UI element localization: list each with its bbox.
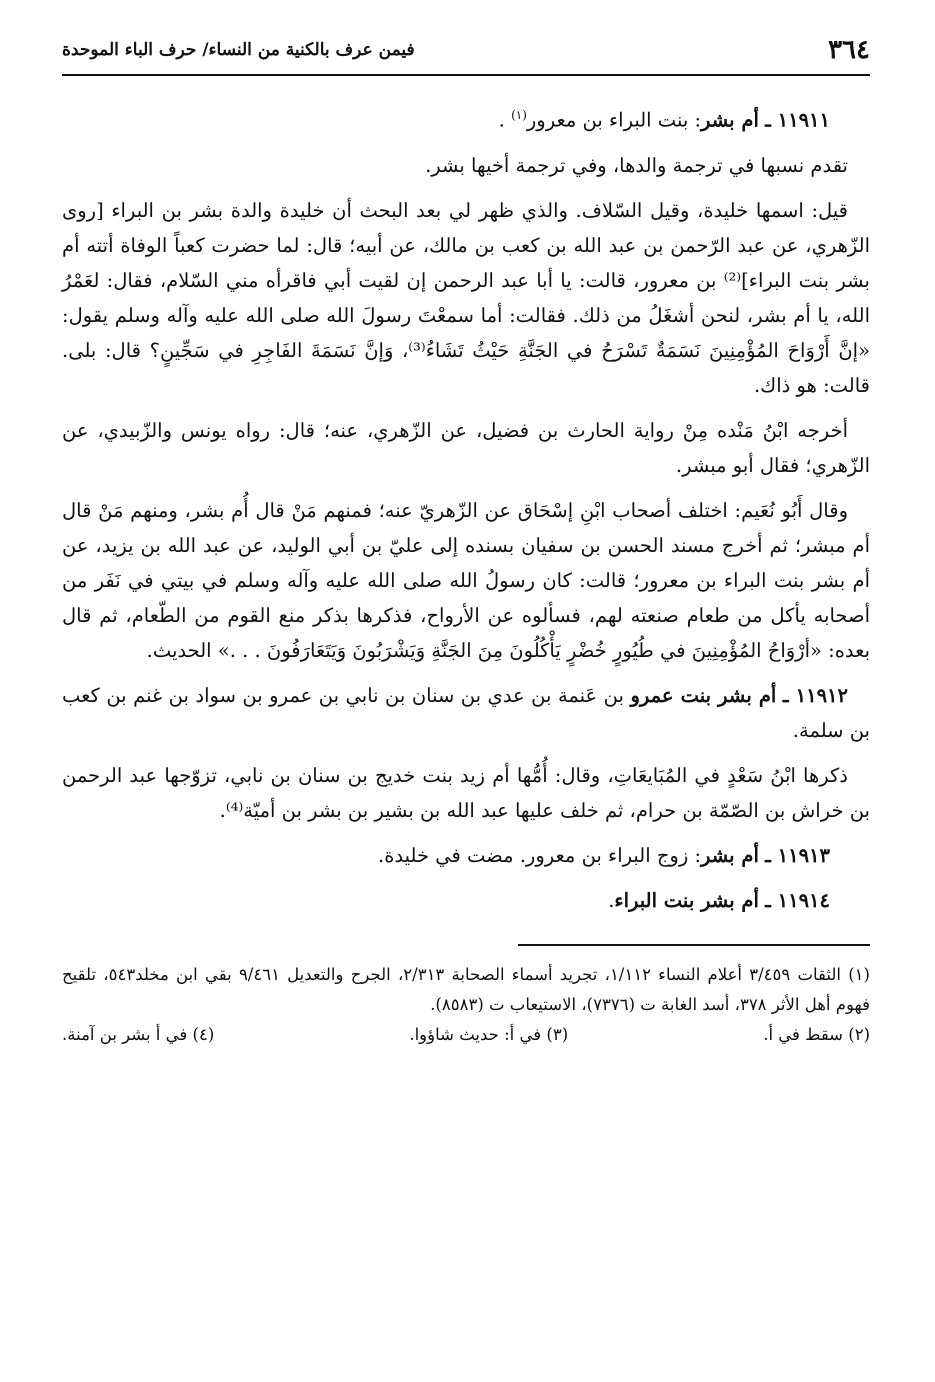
entry-headline: بن عَنمة بن عدي بن سنان بن نابي بن عمرو بن سواد بن غنم بن كعب بن سلمة. [62, 683, 870, 742]
footnote-2: (٢) سقط في أ. [763, 1024, 870, 1044]
entry-paragraph: وقال أَبُو نُعَيم: اختلف أصحاب ابْنِ إسْحَاق عن الزّهريّ عنه؛ فمنهم مَنْ قال أُم بشر، ومنهم مَنْ قال أم مبشر؛ ثم أخرج مسند الحسن بن سفيان بسنده إلى عليّ بن أبي الوليد، عن عبد الله بن يزيد، عن أم بشر بنت البراء بن معرور؛ قالت: كان رسولُ الله صلى الله عليه وآله وسلم في بيتي في نَفَر من أصحابه يأكل من طعام صنعته لهم، فسألوه عن الأرواح، فذكرها بذكر منع القوم من الطّعام، ثم قال بعده: «أرْوَاحُ المُؤْمِنِينَ في طُيُورٍ خُضْرٍ يَأْكُلُونَ مِنَ الجَنَّةِ وَيَشْرَبُونَ وَيَتَعَارَفُونَ . . .» الحديث. [62, 498, 870, 662]
page-body [62, 98, 870, 918]
footnote-divider [518, 944, 870, 946]
footnote-4: (٤) في أ بشر بن آمنة. [62, 1024, 215, 1044]
entry-name: أم بشر بنت البراء [614, 888, 759, 912]
footnote-3: (٣) في أ: حديث شاؤوا. [409, 1024, 569, 1044]
entry-heading [62, 838, 870, 873]
entry-number: ١١٩١٢ ـ [782, 683, 848, 707]
entry-paragraph: ذكرها ابْنُ سَعْدٍ في المُبَايعَاتِ، وقال: أُمُّها أم زيد بنت خديج بن سنان بن نابي، تزوّجها عبد الرحمن بن خراش بن الصّمّة بن حرام، ثم خلف عليها عبد الله بن بشير بن بشر بن أميّة⁽⁴⁾. [62, 763, 870, 822]
page-number: ٣٦٤ [828, 35, 870, 65]
running-title: فيمن عرف بالكنية من النساء/ حرف الباء الموحدة [62, 40, 415, 60]
entry-headline: : بنت البراء بن معرور [526, 108, 702, 132]
entry-name: أم بشر [701, 108, 759, 132]
entry-headline: . [608, 888, 615, 912]
entry-paragraph: تقدم نسبها في ترجمة والدها، وفي ترجمة أخيها بشر. [425, 153, 848, 177]
entry-name: أم بشر بنت عمرو [630, 683, 777, 707]
footnotes [62, 960, 870, 1050]
footnote-1: (١) الثقات ٣/٤٥٩ أعلام النساء ١/١١٢، تجريد أسماء الصحابة ٢/٣١٣، الجرح والتعديل ٩/٤٦١ بقي ابن مخلد٥٤٣، تلقيح فهوم أهل الأثر ٣٧٨، أسد الغابة ت (٧٣٧٦)، الاستيعاب ت (٨٥٨٣). [62, 964, 870, 1014]
entry-paragraph: قيل: اسمها خليدة، وقيل السّلاف. والذي ظهر لي بعد البحث أن خليدة والدة بشر بن البراء [روى الزّهري، عن عبد الرّحمن بن عبد الله بن كعب بن مالك، عن أبيه؛ قال: لما حضرت كعباً الوفاة أتته أم بشر بنت البراء]⁽²⁾ بن معرور، قالت: يا أبا عبد الرحمن إن لقيت أبي فاقرأه مني السّلام، فقال: لعَمْرُ الله، يا أم بشر، لنحن أشغَلُ من ذلك. فقالت: أما سمعْتَ رسولَ الله صلى الله عليه وآله وسلم يقول: «إنَّ أَرْوَاحَ المُؤْمِنِينَ نَسَمَةٌ تَسْرَحُ في الجَنَّةِ حَيْثُ تَشَاءُ⁽³⁾، وَإنَّ نَسَمَةَ الفَاجِرِ في سَجِّينٍ؟ قال: بلى. قالت: هو ذاك. [62, 198, 870, 397]
entry-number: ١١٩١٤ ـ [765, 888, 830, 912]
entry-number: ١١٩١٣ ـ [765, 843, 830, 867]
entry-name: أم بشر [701, 843, 759, 867]
entry-heading [62, 678, 870, 748]
footnote-row [62, 1020, 870, 1050]
entry-heading [62, 883, 870, 918]
entry-paragraph: أخرجه ابْنُ مَنْده مِنْ رواية الحارث بن فضيل، عن الزّهري، عنه؛ قال: رواه يونس والزّبيدي، عن الزّهري؛ فقال أبو مبشر. [62, 418, 870, 477]
entry-headline: : زوج البراء بن معرور. مضت في خليدة. [378, 843, 702, 867]
entry-number: ١١٩١١ ـ [765, 108, 830, 132]
entry-headline-end: . [498, 108, 512, 132]
entry-heading [62, 98, 870, 138]
footnote-ref: (١) [511, 108, 527, 122]
book-page [62, 28, 870, 1050]
running-header [62, 28, 870, 76]
